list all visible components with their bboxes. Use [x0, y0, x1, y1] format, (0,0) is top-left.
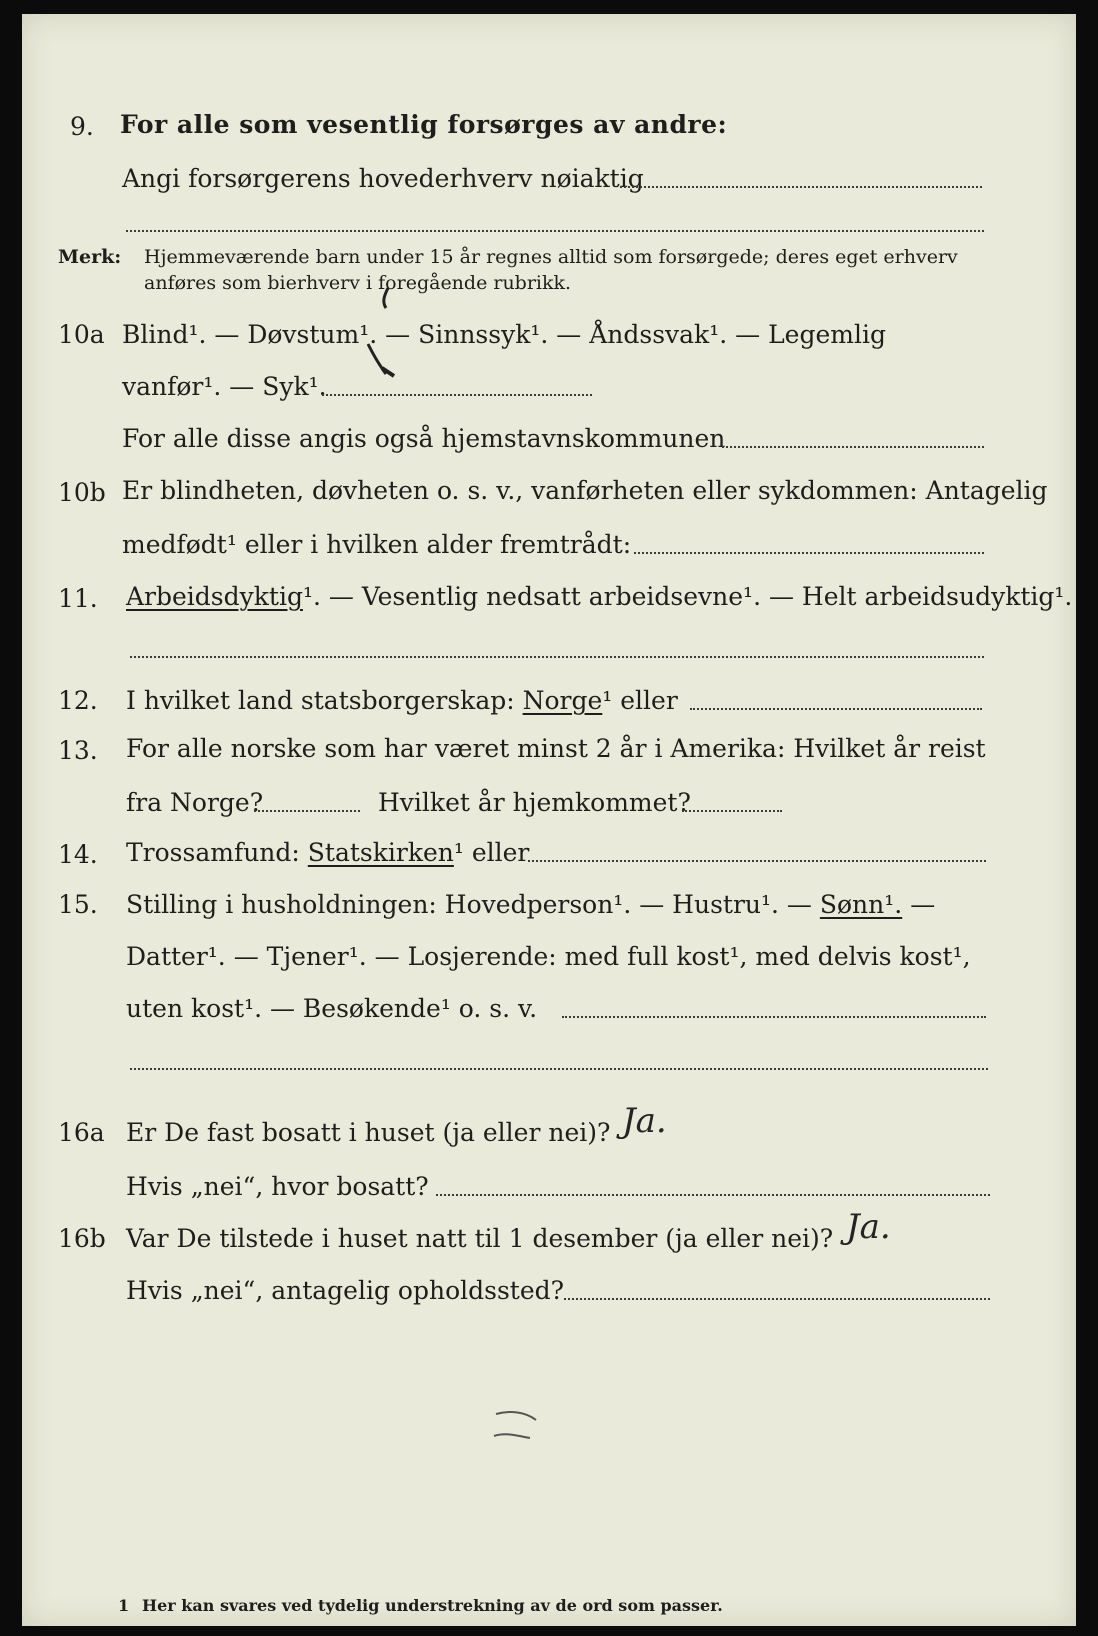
q11-extra-line	[130, 656, 984, 658]
footnote-mark: 1	[118, 1596, 130, 1615]
q13-line2a: fra Norge?	[126, 788, 264, 817]
footnote-text: Her kan svares ved tydelig understrekning av de ord som passer.	[142, 1596, 723, 1615]
q13-line2b: Hvilket år hjemkommet?	[378, 788, 691, 817]
q11-selected-option: Arbeidsdyktig	[126, 582, 303, 611]
q10a-syk-line	[322, 394, 592, 396]
q10a-line3: For alle disse angis også hjemstavnskommunen	[122, 424, 726, 453]
form-page	[22, 14, 1076, 1626]
q11-rest: ¹. — Vesentlig nedsatt arbeidsevne¹. — Helt arbeidsudyktig¹.	[302, 582, 1073, 611]
q16a-handwritten-answer: Ja.	[622, 1101, 667, 1141]
q16b-answer-line	[564, 1298, 990, 1300]
q16b-line2: Hvis „nei“, antagelig opholdssted?	[126, 1276, 565, 1305]
q9-heading: For alle som vesentlig forsørges av andre:	[120, 110, 728, 139]
q15-selected-option: Sønn¹.	[819, 890, 903, 919]
q9-extra-line	[126, 230, 984, 232]
q13-line1: For alle norske som har været minst 2 år i Amerika: Hvilket år reist	[126, 734, 986, 763]
q9-line2: Angi forsørgerens hovederhverv nøiaktig	[122, 164, 644, 193]
q16a-line1: Er De fast bosatt i huset (ja eller nei)?	[126, 1118, 611, 1147]
handwritten-checkmark-icon	[362, 286, 402, 386]
q9-answer-line	[620, 186, 982, 188]
q15-number: 15.	[58, 890, 98, 919]
q13-number: 13.	[58, 736, 98, 765]
q12-answer-line	[690, 708, 982, 710]
q11-line	[126, 582, 1072, 612]
pencil-mark-icon	[490, 1406, 550, 1446]
q12-line: I hvilket land statsborgerskap: Norge¹ eller	[126, 686, 678, 715]
q16b-line1: Var De tilstede i huset natt til 1 desember (ja eller nei)?	[126, 1224, 834, 1253]
merk-label: Merk:	[58, 246, 122, 268]
merk-line1: Hjemmeværende barn under 15 år regnes alltid som forsørgede; deres eget erhverv	[144, 246, 958, 268]
q15-line3: uten kost¹. — Besøkende¹ o. s. v.	[126, 994, 538, 1023]
q15-line1: Stilling i husholdningen: Hovedperson¹. — Hustru¹. — Sønn¹. —	[126, 890, 936, 919]
q16b-handwritten-answer: Ja.	[846, 1207, 891, 1247]
q10b-number: 10b	[58, 478, 106, 507]
q14-number: 14.	[58, 840, 98, 869]
q16a-answer-line	[436, 1194, 990, 1196]
q14-answer-line	[528, 860, 986, 862]
q16a-line2: Hvis „nei“, hvor bosatt?	[126, 1172, 429, 1201]
q12-number: 12.	[58, 686, 98, 715]
q11-number: 11.	[58, 584, 98, 613]
q14-line: Trossamfund: Statskirken¹ eller	[126, 838, 530, 867]
q9-number: 9.	[70, 112, 94, 141]
q12-selected-option: Norge	[522, 686, 603, 715]
q10b-line1: Er blindheten, døvheten o. s. v., vanførheten eller sykdommen: Antagelig	[122, 476, 1048, 505]
merk-line2: anføres som bierhverv i foregående rubrikk.	[144, 272, 572, 294]
q16b-number: 16b	[58, 1224, 106, 1253]
q15-line2: Datter¹. — Tjener¹. — Losjerende: med full kost¹, med delvis kost¹,	[126, 942, 971, 971]
q15-extra-line	[130, 1068, 988, 1070]
q10a-kommune-line	[722, 446, 984, 448]
q14-selected-option: Statskirken	[307, 838, 454, 867]
q10b-answer-line	[634, 552, 984, 554]
q10a-number: 10a	[58, 320, 105, 349]
q15-answer-line	[562, 1016, 986, 1018]
q10a-line2: vanfør¹. — Syk¹.	[122, 372, 327, 401]
q10b-line2: medfødt¹ eller i hvilken alder fremtrådt:	[122, 530, 632, 559]
q10a-line1: Blind¹. — Døvstum¹. — Sinnssyk¹. — Åndssvak¹. — Legemlig	[122, 320, 886, 349]
q13-hjemkommet-line	[682, 810, 782, 812]
q13-reist-line	[254, 810, 360, 812]
q16a-number: 16a	[58, 1118, 105, 1147]
